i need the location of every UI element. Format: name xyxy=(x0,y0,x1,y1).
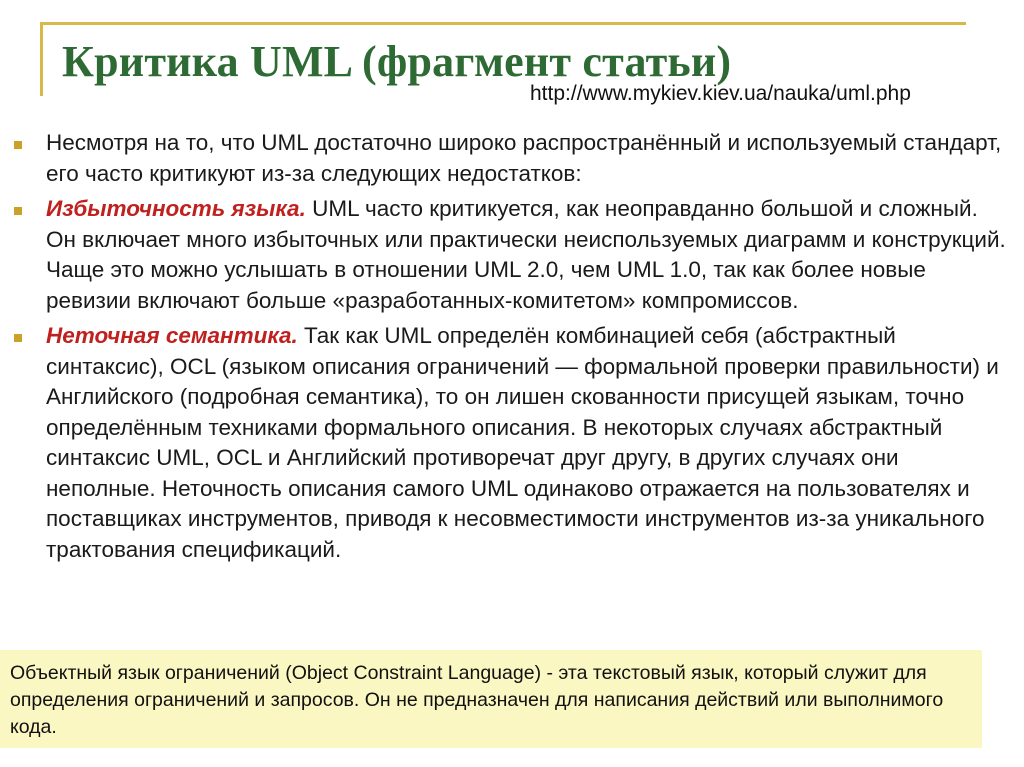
bullet-highlight: Избыточность языка. xyxy=(46,196,306,221)
title-frame-left-line xyxy=(40,22,43,96)
bullet-text: Так как UML определён комбинацией себя (абстрактный синтаксис), OCL (языком описания ограничений — формальной проверки правильности) и Английского (подробная семантика), то он лишен скованности присущей языкам, точно определённым техниками формального описания. В некоторых случаях абстрактный синтаксис UML, OCL и Английский противоречат друг другу, в других случаях они неполные. Неточность описания самого UML одинаково отражается на пользователях и поставщиках инструментов, приводя к несовместимости инструментов из-за уникального трактования спецификаций. xyxy=(46,323,999,562)
bullet-list xyxy=(14,128,1014,570)
bullet-intro xyxy=(14,128,1014,189)
bullet-highlight: Неточная семантика. xyxy=(46,323,298,348)
ocl-note-text: Объектный язык ограничений (Object Constraint Language) - эта текстовый язык, который служит для определения ограничений и запросов. Он не предназначен для написания действий или выполнимого кода. xyxy=(10,662,944,738)
bullet-marker-icon xyxy=(14,207,22,215)
bullet-redundancy xyxy=(14,194,1014,316)
ocl-note-box xyxy=(0,650,982,748)
source-url: http://www.mykiev.kiev.ua/nauka/uml.php xyxy=(530,82,911,105)
bullet-marker-icon xyxy=(14,334,22,342)
bullet-text: Несмотря на то, что UML достаточно широко распространённый и используемый стандарт, его часто критикуют из-за следующих недостатков: xyxy=(46,130,1002,186)
bullet-marker-icon xyxy=(14,141,22,149)
slide-title: Критика UML (фрагмент статьи) xyxy=(62,37,732,86)
bullet-semantics xyxy=(14,321,1014,565)
bullet-text: UML часто критикуется, как неоправданно большой и сложный. Он включает много избыточных или практически неиспользуемых диаграмм и конструкций. Чаще это можно услышать в отношении UML 2.0, чем UML 1.0, так как более новые ревизии включают больше «разработанных-комитетом» компромиссов. xyxy=(46,196,1006,313)
title-frame-top-line xyxy=(40,22,966,25)
